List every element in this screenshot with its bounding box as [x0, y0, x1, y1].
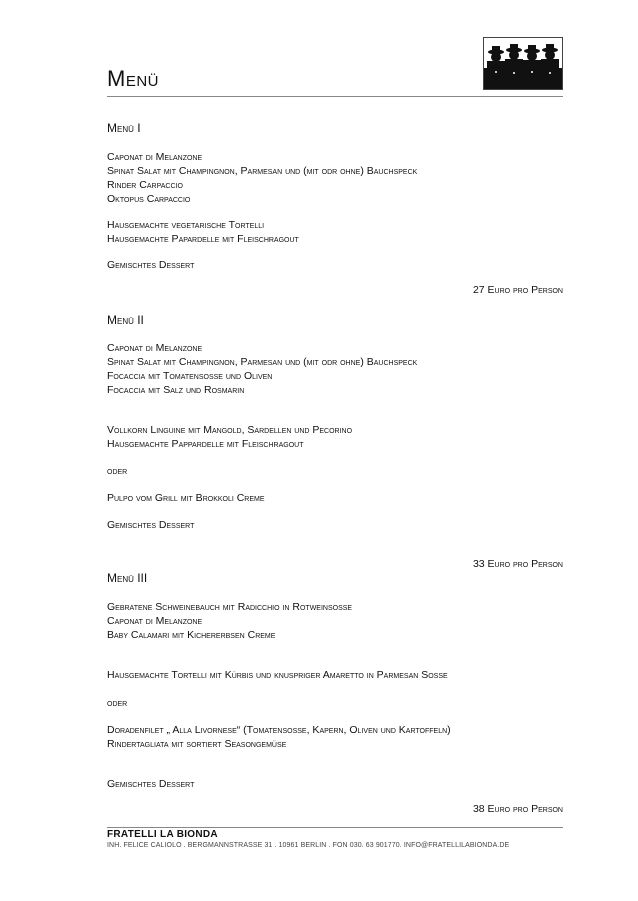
menu-item: Rindertagliata mit sortiert Seasongemüse — [107, 738, 287, 750]
menu-1-section — [107, 121, 563, 135]
menu-2-heading: Menü II — [107, 313, 144, 327]
menu-item: Caponat di Melanzone — [107, 151, 203, 163]
menu-3-dessert — [107, 777, 563, 791]
menu-2-dessert — [107, 518, 563, 532]
menu-item: oder — [107, 697, 128, 709]
menu-item: Oktopus Carpaccio — [107, 193, 191, 205]
menu-item: Hausgemachte vegetarische Tortelli — [107, 219, 265, 231]
menu-3-starters — [107, 600, 563, 642]
menu-2-mains — [107, 423, 563, 451]
menu-3-main — [107, 668, 563, 682]
menu-item: Gemischtes Dessert — [107, 778, 195, 790]
menu-1-price: 27 Euro pro Person — [472, 284, 563, 296]
footer-address: INH. FELICE CALIOLO . BERGMANNSTRASSE 31 . 10961 BERLIN . FON 030. 63 901770. INFO@FRATELLILABIONDA.DE — [107, 842, 510, 849]
menu-item: Spinat Salat mit Champingnon, Parmesan und (mit odr ohne) Bauchspeck — [107, 356, 418, 368]
menu-item: Caponat di Melanzone — [107, 615, 203, 627]
logo-image — [483, 37, 563, 90]
page-title: Menü — [107, 66, 159, 91]
menu-item: oder — [107, 465, 128, 477]
menu-2-or — [107, 464, 563, 478]
footer-divider — [107, 827, 563, 828]
menu-item: Gemischtes Dessert — [107, 259, 195, 271]
menu-item: Focaccia mit Salz und Rosmarin — [107, 384, 245, 396]
menu-item: Doradenfilet „ Alla Livornese“ (Tomatensoße, Kapern, Oliven und Kartoffeln) — [107, 724, 451, 736]
menu-3-price: 38 Euro pro Person — [472, 803, 563, 815]
menu-item: Pulpo vom Grill mit Brokkoli Creme — [107, 492, 265, 504]
menu-1-dessert — [107, 258, 563, 272]
menu-1-mains — [107, 218, 563, 246]
menu-item: Caponat di Melanzone — [107, 342, 203, 354]
menu-item: Vollkorn Linguine mit Mangold, Sardellen und Pecorino — [107, 424, 353, 436]
menu-2-price: 33 Euro pro Person — [472, 558, 563, 570]
menu-item: Hausgemachte Pappardelle mit Fleischragout — [107, 438, 304, 450]
menu-2-alt-main — [107, 491, 563, 505]
menu-3-or — [107, 696, 563, 710]
menu-2-starters — [107, 341, 563, 397]
menu-item: Spinat Salat mit Champingnon, Parmesan und (mit odr ohne) Bauchspeck — [107, 165, 418, 177]
menu-item: Focaccia mit Tomatensoße und Oliven — [107, 370, 273, 382]
footer-restaurant-name: FRATELLI LA BIONDA — [107, 829, 218, 840]
menu-3-section — [107, 571, 563, 585]
menu-2-section — [107, 313, 563, 327]
title-divider — [107, 96, 563, 97]
menu-item: Baby Calamari mit Kichererbsen Creme — [107, 629, 276, 641]
menu-3-heading: Menü III — [107, 571, 148, 585]
menu-item: Gebratene Schweinebauch mit Radicchio in Rotweinsoße — [107, 601, 353, 613]
menu-item: Gemischtes Dessert — [107, 519, 195, 531]
menu-1-heading: Menü I — [107, 121, 141, 135]
menu-item: Hausgemachte Tortelli mit Kürbis und knuspriger Amaretto in Parmesan Soße — [107, 669, 448, 681]
menu-item: Hausgemachte Papardelle mit Fleischragout — [107, 233, 299, 245]
menu-item: Rinder Carpaccio — [107, 179, 183, 191]
menu-1-starters — [107, 150, 563, 206]
menu-3-alt-mains — [107, 723, 563, 751]
